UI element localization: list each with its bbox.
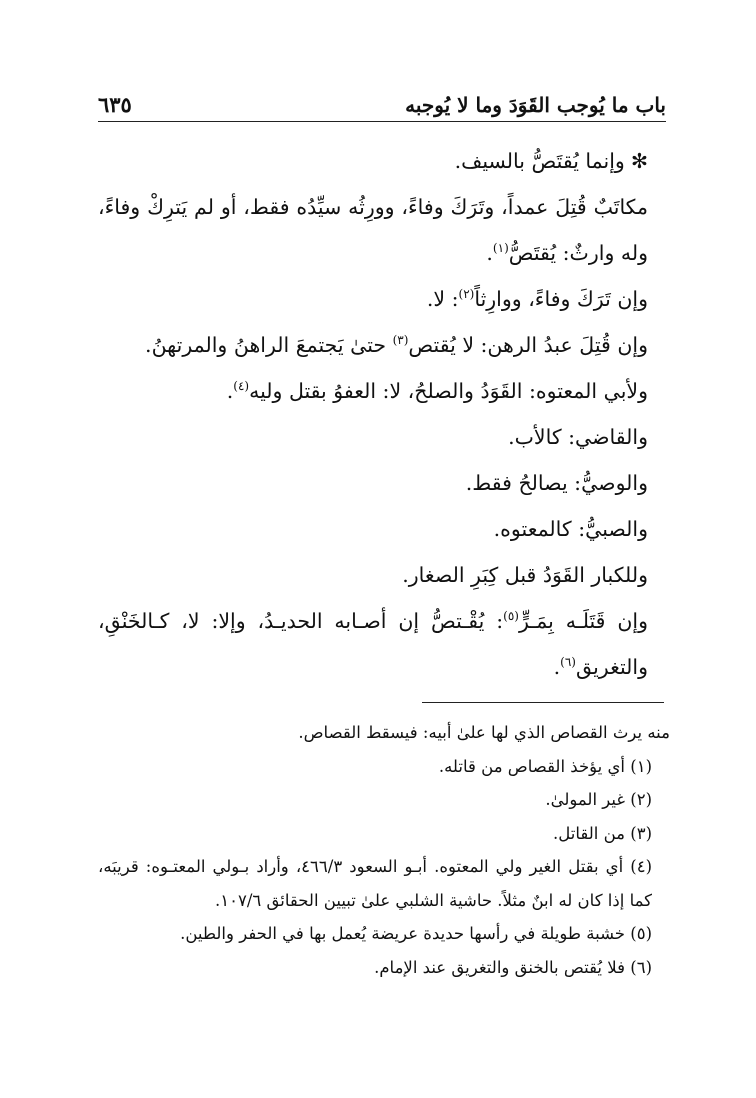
paragraph-10-text: وإن قَتَلَـه بِمَـرٍّ	[518, 609, 648, 633]
paragraph-9-text: وللكبار القَوَدُ قبل كِبَرِ الصغار.	[402, 563, 648, 587]
paragraph-6	[98, 414, 668, 460]
footnote-3: (٣) من القاتل.	[553, 823, 652, 843]
page-header	[98, 88, 666, 122]
paragraph-6-text: والقاضي: كالأب.	[508, 425, 648, 449]
footnote-ref-3: (٣)	[392, 333, 409, 348]
paragraph-1	[98, 138, 668, 184]
paragraph-3	[98, 276, 668, 322]
paragraph-7	[98, 460, 668, 506]
footnote-divider	[422, 702, 664, 703]
footnote-1: (١) أي يؤخذ القصاص من قاتله.	[438, 756, 652, 776]
paragraph-4-text: وإن قُتِلَ عبدُ الرهن: لا يُقتص	[408, 333, 648, 357]
paragraph-4	[98, 322, 668, 368]
paragraph-4-end: حتىٰ يَجتمعَ الراهنُ والمرتهنُ.	[145, 333, 393, 357]
paragraph-2-text: مكاتَبٌ قُتِلَ عمداً، وتَرَكَ وفاءً، وورِثُه سيِّدُه فقط، أو لم يَترِكْ وفاءً، وله وارثٌ: يُقتَصُّ	[98, 195, 648, 265]
footnote-ref-6: (٦)	[560, 655, 576, 670]
footnote-ref-5: (٥)	[503, 609, 519, 624]
paragraph-8	[98, 506, 668, 552]
paragraph-5-end: .	[226, 379, 234, 403]
paragraph-8-text: والصبيُّ: كالمعتوه.	[493, 517, 648, 541]
paragraph-1-text: وإنما يُقتَصُّ بالسيف.	[454, 149, 625, 173]
footnote-ref-2: (٢)	[458, 287, 475, 302]
paragraph-2-end: .	[486, 241, 493, 265]
paragraph-5-text: ولأبي المعتوه: القَوَدُ والصلحُ، لا: العفوُ بقتل وليه	[249, 379, 648, 403]
footnote-continuation: منه يرث القصاص الذي لها علىٰ أبيه: فيسقط القصاص.	[298, 723, 670, 742]
paragraph-9	[98, 552, 668, 598]
paragraph-10	[98, 598, 668, 690]
footnote-ref-4: (٤)	[233, 379, 250, 394]
footnotes-section	[98, 716, 670, 984]
main-text	[98, 138, 668, 690]
page-number: ٦٣٥	[98, 92, 132, 117]
paragraph-7-text: والوصيُّ: يصالحُ فقط.	[465, 471, 648, 495]
paragraph-5	[98, 368, 668, 414]
star-icon: ✻	[630, 149, 648, 173]
footnote-6: (٦) فلا يُقتص بالخنق والتغريق عند الإمام.	[374, 957, 652, 977]
footnote-ref-1: (١)	[492, 241, 509, 256]
footnote-4: (٤) أي بقتل الغير ولي المعتوه. أبـو السعود ٤٦٦/٣، وأراد بـولي المعتـوه: قريبَه، كما إذا كان له ابنٌ مثلاً. حاشية الشلبي علىٰ تبيين الحقائق ١٠٧/٦.	[98, 857, 652, 910]
paragraph-10-final: .	[553, 655, 561, 679]
paragraph-3-text: وإن تَرَكَ وفاءً، ووارِثاً	[474, 287, 648, 311]
chapter-title: باب ما يُوجب القَوَدَ وما لا يُوجبه	[405, 93, 666, 117]
paragraph-2	[98, 184, 668, 276]
footnote-2: (٢) غير المولىٰ.	[545, 790, 652, 809]
paragraph-10-middle: : يُقْـتصُّ إن أصـابه الحديـدُ، وإلا: لا، كـالخَنْقِ، والتغريق	[98, 609, 648, 679]
paragraph-3-end: : لا.	[426, 287, 459, 311]
footnote-5: (٥) خشبة طويلة في رأسها حديدة عريضة يُعمل بها في الحفر والطين.	[180, 924, 652, 943]
